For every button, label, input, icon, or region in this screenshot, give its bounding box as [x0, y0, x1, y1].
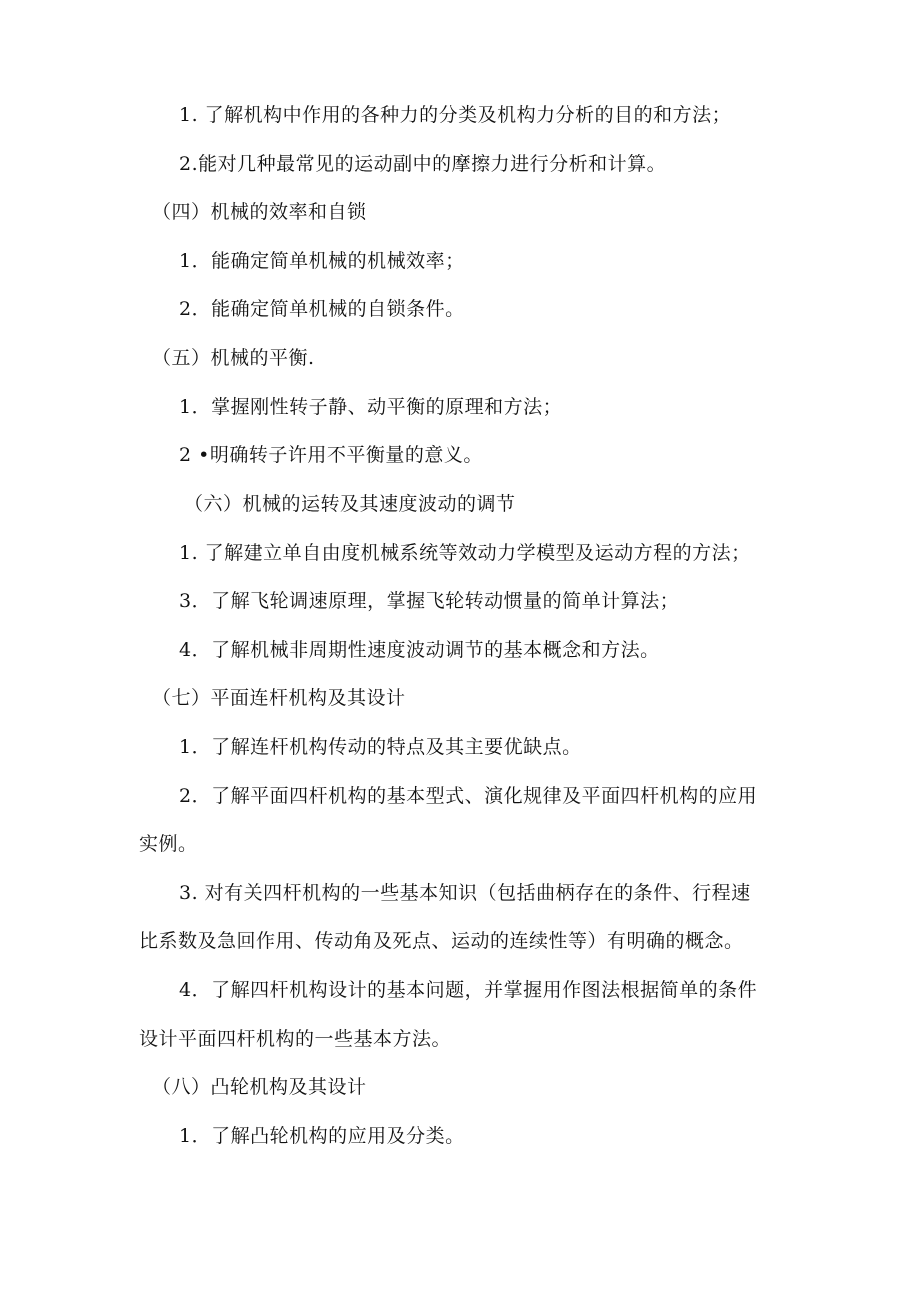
text-line-15: 4．了解四杆机构设计的基本问题，并掌握用作图法根据简单的条件: [179, 979, 758, 1001]
text-line-2: 2.能对几种最常见的运动副中的摩擦力进行分析和计算。: [179, 153, 667, 175]
section-heading-5: （五）机械的平衡.: [152, 347, 315, 369]
text-line-9: 4．了解机械非周期性速度波动调节的基本概念和方法。: [179, 639, 660, 661]
text-line-5: 1．掌握刚性转子静、动平衡的原理和方法；: [179, 396, 563, 418]
text-line-1: 1. 了解机构中作用的各种力的分类及机构力分析的目的和方法；: [179, 104, 732, 126]
section-heading-7: （七）平面连杆机构及其设计: [152, 687, 406, 709]
text-line-14: 比系数及急回作用、传动角及死点、运动的连续性等）有明确的概念。: [139, 930, 744, 952]
text-line-4: 2．能确定简单机械的自锁条件。: [179, 298, 465, 320]
text-line-12: 实例。: [139, 833, 198, 855]
text-line-17: 1．了解凸轮机构的应用及分类。: [179, 1125, 465, 1147]
section-heading-8: （八）凸轮机构及其设计: [152, 1076, 367, 1098]
section-heading-6: （六）机械的运转及其速度波动的调节: [184, 493, 516, 515]
text-line-10: 1．了解连杆机构传动的特点及其主要优缺点。: [179, 736, 582, 758]
section-heading-4: （四）机械的效率和自锁: [152, 201, 367, 223]
text-line-11: 2．了解平面四杆机构的基本型式、演化规律及平面四杆机构的应用: [179, 785, 758, 807]
text-line-13: 3. 对有关四杆机构的一些基本知识（包括曲柄存在的条件、行程速: [179, 882, 751, 904]
text-line-3: 1．能确定简单机械的机械效率；: [179, 250, 465, 272]
text-line-7: 1. 了解建立单自由度机械系统等效动力学模型及运动方程的方法；: [179, 542, 751, 564]
text-line-8: 3．了解飞轮调速原理，掌握飞轮转动惯量的简单计算法；: [179, 590, 680, 612]
text-line-16: 设计平面四杆机构的一些基本方法。: [139, 1028, 452, 1050]
text-line-6: 2 •明确转子许用不平衡量的意义。: [179, 444, 483, 466]
